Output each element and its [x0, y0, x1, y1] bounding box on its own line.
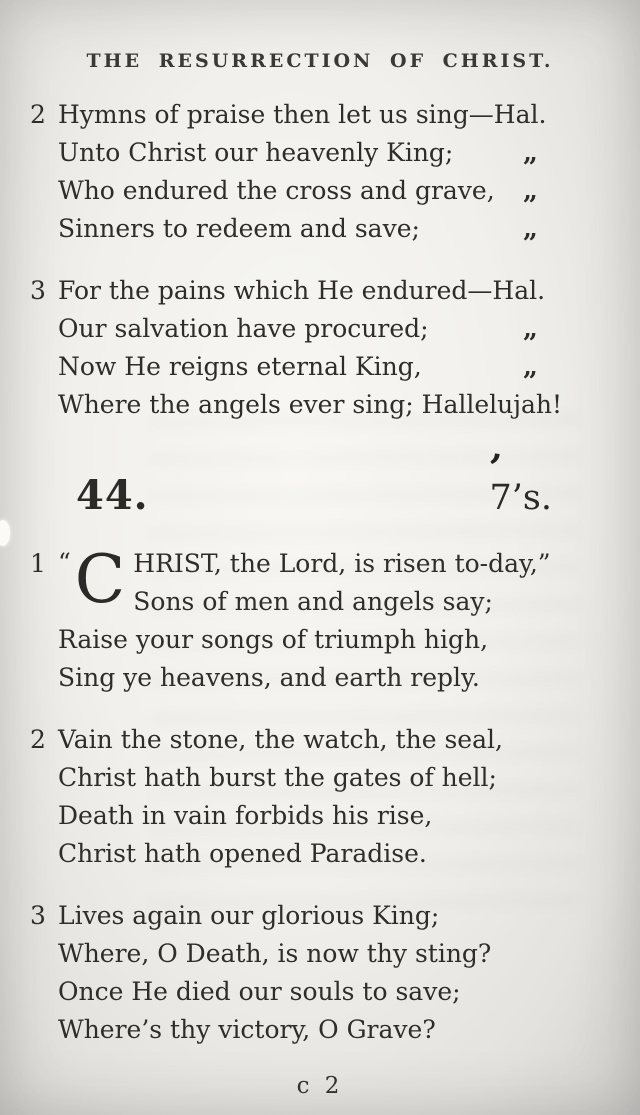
hymn-line: HRIST, the Lord, is risen to-day,” — [133, 549, 551, 578]
verse-lines — [58, 96, 610, 248]
ditto-mark — [545, 272, 617, 310]
ditto-mark: „ — [523, 314, 538, 344]
line-text: Where the angels ever sing; Hallelujah! — [58, 390, 563, 419]
verse-number: 3 — [30, 901, 46, 930]
hymn-line: Where, O Death, is now thy sting? — [58, 939, 492, 968]
hymn-line — [58, 310, 610, 348]
verse — [30, 96, 610, 248]
line-text: For the pains which He endured—Hal. — [58, 276, 546, 305]
running-header: THE RESURRECTION OF CHRIST. — [86, 50, 554, 72]
drop-cap — [58, 541, 126, 621]
dropcap-letter: C — [74, 541, 126, 618]
hymn-line: Once He died our souls to save; — [58, 977, 461, 1006]
verse-lines — [58, 897, 610, 1049]
verse-number: 2 — [30, 725, 46, 754]
hymn-line: Vain the stone, the watch, the seal, — [58, 725, 503, 754]
hymn-line — [58, 386, 610, 424]
verse — [30, 541, 610, 697]
ink-blot-mark: , — [489, 427, 507, 469]
verse-number: 2 — [30, 100, 46, 129]
verse — [30, 272, 610, 424]
hymn-line: Christ hath burst the gates of hell; — [58, 763, 497, 792]
hymn-meter: 7’s. — [489, 478, 552, 518]
hymn-line — [58, 172, 610, 210]
open-quote: “ — [58, 548, 71, 577]
hymn-number: 44. — [76, 472, 149, 519]
ditto-mark: „ — [523, 352, 538, 382]
ditto-mark — [546, 96, 618, 134]
hymn-line: Lives again our glorious King; — [58, 901, 440, 930]
line-text: Hymns of praise then let us sing—Hal. — [58, 100, 547, 129]
hymn-line — [58, 272, 610, 310]
hymn-line — [58, 134, 610, 172]
paper-flaw — [0, 520, 10, 546]
dropcap-group — [58, 541, 610, 621]
verse — [30, 897, 610, 1049]
line-text: Who endured the cross and grave, — [58, 176, 495, 205]
line-text: Sinners to redeem and save; — [58, 214, 420, 243]
verse-number: 1 — [30, 549, 46, 578]
hymn-line: Where’s thy victory, O Grave? — [58, 1015, 436, 1044]
ditto-mark: „ — [523, 176, 538, 206]
hymn-line — [58, 348, 610, 386]
ditto-mark — [562, 386, 634, 424]
hymn-line: Sing ye heavens, and earth reply. — [58, 663, 480, 692]
hymn-line: Sons of men and angels say; — [133, 587, 493, 616]
verse-number: 3 — [30, 276, 46, 305]
hymn-line — [58, 210, 610, 248]
hymn-heading — [30, 472, 610, 519]
verse — [30, 721, 610, 873]
hymn-line — [58, 96, 610, 134]
hymn-line: Death in vain forbids his rise, — [58, 801, 433, 830]
verse-lines — [58, 721, 610, 873]
line-text: Unto Christ our heavenly King; — [58, 138, 454, 167]
verse-lines — [58, 541, 610, 697]
verse-lines — [58, 272, 610, 424]
hymn-line: Christ hath opened Paradise. — [58, 839, 427, 868]
line-text: Now He reigns eternal King, — [58, 352, 422, 381]
hymn-line: Raise your songs of triumph high, — [58, 625, 489, 654]
line-text: Our salvation have procured; — [58, 314, 429, 343]
signature-mark: c 2 — [296, 1073, 344, 1099]
ditto-mark: „ — [523, 138, 538, 168]
ditto-mark: „ — [523, 214, 538, 244]
